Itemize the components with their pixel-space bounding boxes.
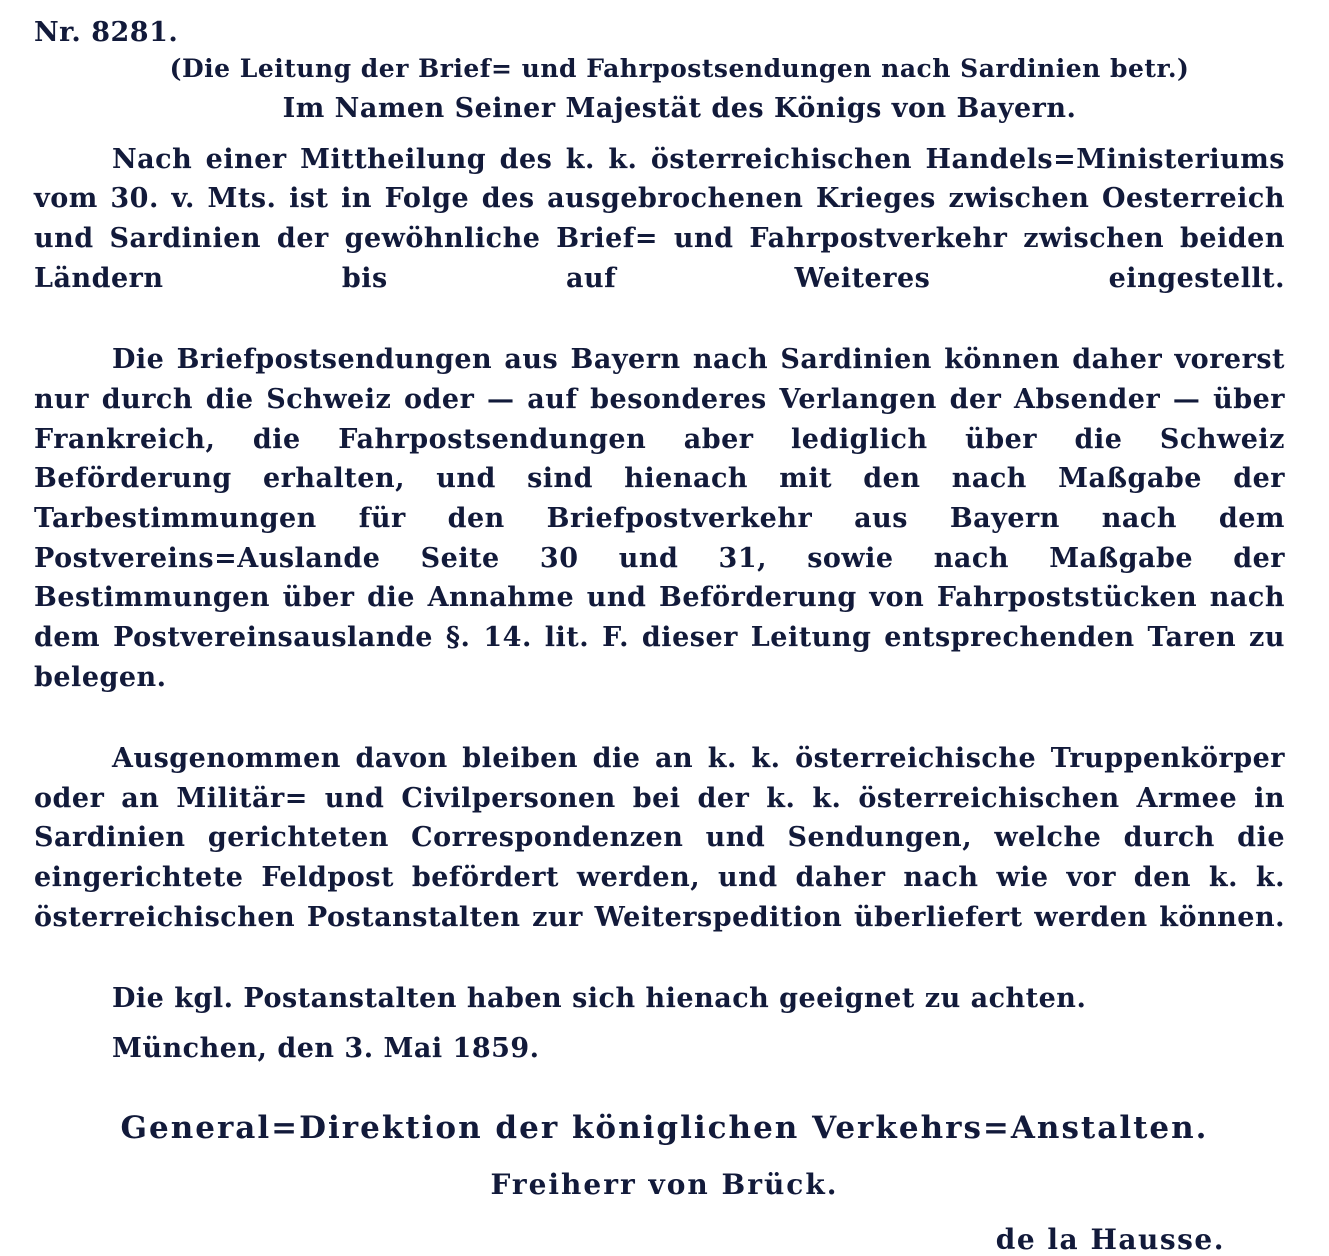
document-invocation: Im Namen Seiner Majestät des Königs von Bayern. (282, 92, 1077, 124)
closing-note: Die kgl. Postanstalten haben sich hienach geeignet zu achten. (112, 983, 1087, 1015)
place-and-date: München, den 3. Mai 1859. (112, 1032, 540, 1064)
signature-secondary: de la Hausse. (995, 1222, 1225, 1256)
issuing-authority: General=Direktion der königlichen Verkehrs=Anstalten. (120, 1109, 1209, 1146)
document-number: Nr. 8281. (34, 17, 179, 48)
body-paragraph-2: Die Briefpostsendungen aus Bayern nach Sardinien können daher vorerst nur durch die Schweiz oder — auf besonderes Verlangen der Absender — über Frankreich, die Fahrpostsendungen aber lediglich über die Schweiz Beförderung erhalten, und sind hienach mit den nach Maßgabe der Tarbestimmungen für den Briefpostverkehr aus Bayern nach dem Postvereins=Auslande Seite 30 und 31, sowie nach Maßgabe der Bestimmungen über die Annahme und Beförderung von Fahrpoststücken nach dem Postvereinsauslande §. 14. lit. F. dieser Leitung entsprechenden Taren zu belegen. (34, 344, 1285, 693)
signature-primary: Freiherr von Brück. (490, 1167, 839, 1201)
body-paragraph-3: Ausgenommen davon bleiben die an k. k. österreichische Truppenkörper oder an Militär= und Civilpersonen bei der k. k. österreichischen Armee in Sardinien gerichteten Correspondenzen und Sendungen, welche durch die eingerichtete Feldpost befördert werden, und daher nach wie vor den k. k. österreichischen Postanstalten zur Weiterspedition überliefert werden können. (34, 743, 1285, 933)
document-subject: (Die Leitung der Brief= und Fahrpostsendungen nach Sardinien betr.) (169, 53, 1190, 83)
body-paragraph-1: Nach einer Mittheilung des k. k. österreichischen Handels=Ministeriums vom 30. v. Mts. ist in Folge des ausgebrochenen Krieges zwischen Oesterreich und Sardinien der gewöhnliche Brief= und Fahrpostverkehr zwischen beiden Ländern bis auf Weiteres eingestellt. (34, 143, 1285, 294)
